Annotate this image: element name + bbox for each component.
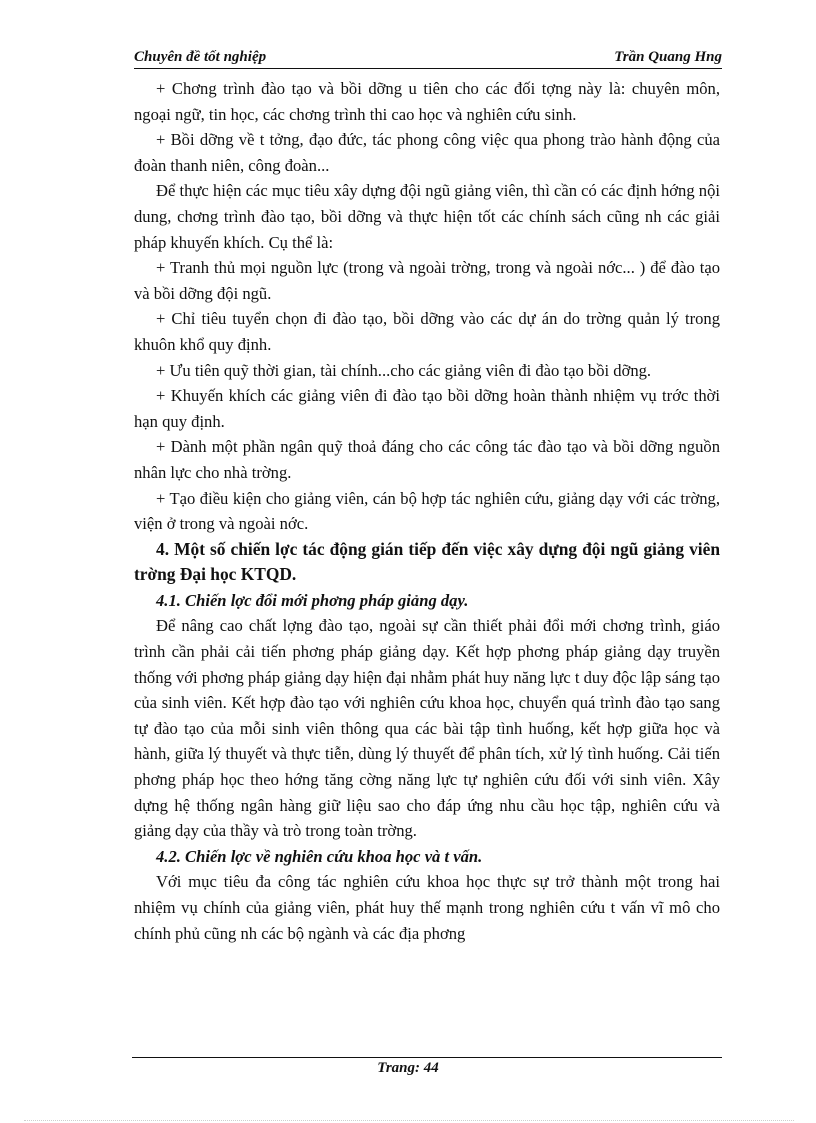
page-number: Trang: 44 <box>377 1060 439 1076</box>
header-document-type: Chuyên đề tốt nghiệp <box>134 49 267 65</box>
section-heading: 4. Một số chiến lợc tác động gián tiếp đến việc xây dựng đội ngũ giảng viên trờng Đại học KTQD. <box>134 538 720 585</box>
subsection-heading: 4.2. Chiến lợc về nghiên cứu khoa học và t vấn. <box>156 846 483 866</box>
paragraph: Để nâng cao chất lợng đào tạo, ngoài sự cần thiết phải đổi mới chơng trình, giáo trình cần phải cải tiến phơng pháp giảng dạy. Kết hợp phơng pháp giảng dạy truyền thống với phơng pháp giảng dạy hiện đại nhằm phát huy năng lực t duy độc lập sáng tạo của sinh viên. Kết hợp đào tạo với nghiên cứu khoa học, chuyển quá trình đào tạo sang tự đào tạo của mỗi sinh viên thông qua các bài tập tình huống, kết hợp giữa học và hành, giữa lý thuyết và thực tiễn, dùng lý thuyết để phân tích, xử lý tình huống. Cải tiến phơng pháp học theo hớng tăng cờng năng lực tự nghiên cứu đối với sinh viên. Xây dựng hệ thống ngân hàng giữ liệu sao cho đáp ứng nhu cầu học tập, nghiên cứu và giảng dạy của thầy và trò trong toàn trờng. <box>134 616 721 841</box>
paragraph: + Chỉ tiêu tuyển chọn đi đào tạo, bồi dỡng vào các dự án do trờng quản lý trong khuôn khổ quy định. <box>134 309 720 354</box>
paragraph: Để thực hiện các mục tiêu xây dựng đội ngũ giảng viên, thì cần có các định hớng nội dung, chơng trình đào tạo, bồi dỡng và thực hiện tốt các chính sách cũng nh các giải pháp khuyến khích. Cụ thể là: <box>134 181 720 252</box>
paragraph: + Tạo điều kiện cho giảng viên, cán bộ hợp tác nghiên cứu, giảng dạy với các trờng, viện ở trong và ngoài nớc. <box>134 488 720 534</box>
paragraph: + Ưu tiên quỹ thời gian, tài chính...cho các giảng viên đi đào tạo bồi dỡng. <box>156 360 652 380</box>
page-edge-divider <box>24 1120 794 1121</box>
paragraph: + Tranh thủ mọi nguồn lực (trong và ngoài trờng, trong và ngoài nớc... ) để đào tạo và bồi dỡng đội ngũ. <box>134 258 720 303</box>
header-author: Trần Quang Hng <box>614 49 722 65</box>
document-body <box>134 76 720 946</box>
page-header <box>134 46 722 69</box>
footer-divider <box>132 1057 722 1058</box>
paragraph: + Khuyến khích các giảng viên đi đào tạo bồi dỡng hoàn thành nhiệm vụ trớc thời hạn quy định. <box>134 386 720 431</box>
subsection-heading: 4.1. Chiến lợc đổi mới phơng pháp giảng dạy. <box>156 590 469 610</box>
paragraph: Với mục tiêu đa công tác nghiên cứu khoa học thực sự trở thành một trong hai nhiệm vụ chính của giảng viên, phát huy thế mạnh trong nghiên cứu t vấn vĩ mô cho chính phủ cũng nh các bộ ngành và các địa phơng <box>134 872 720 943</box>
paragraph: + Bồi dỡng về t tởng, đạo đức, tác phong công việc qua phong trào hành động của đoàn thanh niên, công đoàn... <box>134 130 720 175</box>
paragraph: + Dành một phần ngân quỹ thoả đáng cho các công tác đào tạo và bồi dỡng nguồn nhân lực cho nhà trờng. <box>134 437 720 482</box>
paragraph: + Chơng trình đào tạo và bồi dỡng u tiên cho các đối tợng này là: chuyên môn, ngoại ngữ, tin học, các chơng trình thi cao học và nghiên cứu sinh. <box>134 79 720 124</box>
